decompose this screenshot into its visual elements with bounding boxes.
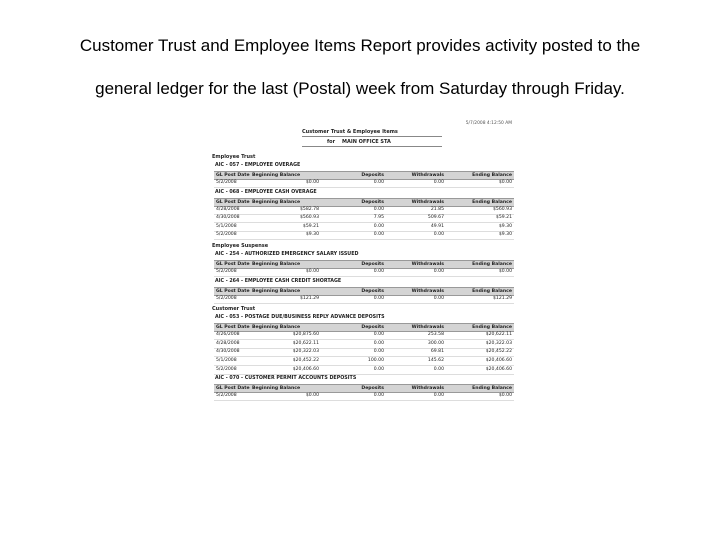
column-header: Deposits	[361, 288, 384, 294]
cell-beginning: $20,452.22	[292, 358, 319, 363]
column-header: GL Post Date	[216, 262, 250, 267]
cell-ending: $121.29	[493, 295, 512, 301]
cell-withdrawals: 0.00	[433, 295, 444, 301]
column-header: GL Post Date	[216, 199, 250, 205]
column-header: Ending Balance	[472, 386, 512, 392]
cell-beginning: $20,322.03	[292, 349, 319, 355]
cell-withdrawals: 0.00	[433, 180, 444, 185]
section-heading: Employee Suspense	[212, 243, 269, 249]
cell-ending: $0.00	[498, 180, 512, 185]
cell-deposits: 0.00	[373, 223, 384, 229]
column-header: Beginning Balance	[252, 199, 301, 205]
cell-ending: $20,406.60	[485, 366, 512, 372]
cell-deposits: 0.00	[373, 366, 384, 372]
column-header: Beginning Balance	[252, 262, 301, 267]
cell-deposits: 0.00	[373, 269, 384, 274]
column-header: GL Post Date	[216, 325, 250, 331]
cell-beginning: $121.29	[300, 295, 319, 301]
cell-date: 5/2/2008	[216, 393, 237, 399]
cell-ending: $20,622.11	[485, 332, 512, 338]
office-divider	[302, 146, 442, 147]
account-title: AIC - 053 - POSTAGE DUE/BUSINESS REPLY ADVANCE DEPOSITS	[215, 315, 385, 321]
cell-beginning: $20,875.60	[292, 332, 319, 338]
column-header: Beginning Balance	[252, 325, 301, 331]
column-header: Deposits	[361, 173, 384, 178]
account-title: AIC - 057 - EMPLOYEE OVERAGE	[215, 163, 301, 168]
table-row	[214, 392, 514, 401]
cell-withdrawals: 0.00	[433, 232, 444, 238]
cell-deposits: 0.00	[373, 180, 384, 185]
title-divider	[302, 136, 442, 137]
cell-ending: $0.00	[498, 393, 512, 399]
cell-withdrawals: 253.58	[427, 332, 444, 338]
cell-deposits: 0.00	[373, 349, 384, 355]
column-header: GL Post Date	[216, 173, 250, 178]
column-header: Ending Balance	[472, 262, 512, 267]
column-header: Deposits	[361, 262, 384, 267]
cell-beginning: $20,406.60	[292, 366, 319, 372]
column-header: Withdrawals	[411, 386, 444, 392]
cell-date: 4/30/2008	[216, 349, 240, 355]
column-header: Deposits	[361, 325, 384, 331]
cell-withdrawals: 0.00	[433, 269, 444, 274]
section-heading: Employee Trust	[212, 154, 256, 160]
table-row	[214, 366, 514, 375]
column-header: Deposits	[361, 386, 384, 392]
caption-line-2: general ledger for the last (Postal) week from Saturday through Friday.	[95, 79, 625, 98]
cell-beginning: $0.00	[305, 393, 319, 399]
table-row	[214, 295, 514, 304]
column-header: Beginning Balance	[252, 173, 301, 178]
column-header: Beginning Balance	[252, 386, 301, 392]
table-row	[214, 231, 514, 240]
cell-withdrawals: 21.85	[430, 206, 444, 212]
cell-withdrawals: 509.67	[427, 215, 444, 221]
report-for-label: for	[327, 139, 336, 145]
cell-deposits: 0.00	[373, 393, 384, 399]
column-header: Withdrawals	[411, 262, 444, 267]
report-title: Customer Trust & Employee Items	[302, 129, 398, 135]
column-header: Withdrawals	[411, 288, 444, 294]
cell-beginning: $0.00	[305, 180, 319, 185]
column-header: GL Post Date	[216, 288, 250, 294]
cell-withdrawals: 145.62	[427, 358, 444, 363]
column-header: Withdrawals	[411, 325, 444, 331]
cell-deposits: 7.95	[373, 215, 384, 221]
cell-deposits: 0.00	[373, 206, 384, 212]
cell-withdrawals: 69.81	[430, 349, 444, 355]
account-title: AIC - 070 - CUSTOMER PERMIT ACCOUNTS DEPOSITS	[215, 376, 357, 382]
cell-deposits: 0.00	[373, 332, 384, 338]
cell-date: 5/1/2008	[216, 358, 237, 363]
column-header: Beginning Balance	[252, 288, 301, 294]
cell-beginning: $582.78	[300, 206, 319, 212]
cell-date: 4/26/2008	[216, 332, 240, 338]
cell-beginning: $9.30	[305, 232, 319, 238]
cell-deposits: 0.00	[373, 295, 384, 301]
cell-withdrawals: 300.00	[427, 340, 444, 346]
cell-ending: $0.00	[498, 269, 512, 274]
cell-date: 5/2/2008	[216, 232, 237, 238]
table-row	[214, 179, 514, 188]
cell-ending: $20,406.60	[485, 358, 512, 363]
cell-withdrawals: 0.00	[433, 366, 444, 372]
cell-withdrawals: 0.00	[433, 393, 444, 399]
cell-date: 5/2/2008	[216, 366, 237, 372]
report-image	[212, 121, 514, 466]
column-header: Ending Balance	[472, 325, 512, 331]
column-header: Deposits	[361, 199, 384, 205]
cell-beginning: $59.21	[302, 223, 319, 229]
cell-withdrawals: 49.91	[430, 223, 444, 229]
cell-date: 4/28/2008	[216, 340, 240, 346]
cell-date: 5/2/2008	[216, 180, 237, 185]
account-title: AIC - 264 - EMPLOYEE CASH CREDIT SHORTAGE	[215, 278, 342, 284]
cell-ending: $59.21	[495, 215, 512, 221]
cell-date: 5/1/2008	[216, 223, 237, 229]
cell-deposits: 0.00	[373, 232, 384, 238]
column-header: Ending Balance	[472, 173, 512, 178]
column-header: Withdrawals	[411, 173, 444, 178]
column-header: GL Post Date	[216, 386, 250, 392]
cell-beginning: $20,622.11	[292, 340, 319, 346]
cell-date: 4/30/2008	[216, 215, 240, 221]
section-heading: Customer Trust	[212, 306, 256, 313]
cell-date: 5/2/2008	[216, 295, 237, 301]
column-header: Withdrawals	[411, 199, 444, 205]
cell-ending: $9.30	[498, 232, 512, 238]
column-header: Ending Balance	[472, 288, 512, 294]
account-title: AIC - 068 - EMPLOYEE CASH OVERAGE	[215, 189, 317, 195]
cell-ending: $560.93	[493, 206, 512, 212]
report-timestamp: 5/7/2008 4:12:50 AM	[465, 121, 512, 126]
cell-date: 4/28/2008	[216, 206, 240, 212]
cell-beginning: $560.93	[300, 215, 319, 221]
cell-date: 5/2/2008	[216, 269, 237, 274]
cell-ending: $9.30	[498, 223, 512, 229]
column-header: Ending Balance	[472, 199, 512, 205]
cell-deposits: 100.00	[367, 358, 384, 363]
caption-line-1: Customer Trust and Employee Items Report provides activity posted to the	[79, 36, 641, 55]
table-row	[214, 268, 514, 277]
cell-ending: $20,452.22	[485, 349, 512, 355]
cell-ending: $20,322.03	[485, 340, 512, 346]
cell-deposits: 0.00	[373, 340, 384, 346]
account-title: AIC - 254 - AUTHORIZED EMERGENCY SALARY ISSUED	[215, 252, 359, 257]
report-office: MAIN OFFICE STA	[342, 139, 391, 145]
cell-beginning: $0.00	[305, 269, 319, 274]
